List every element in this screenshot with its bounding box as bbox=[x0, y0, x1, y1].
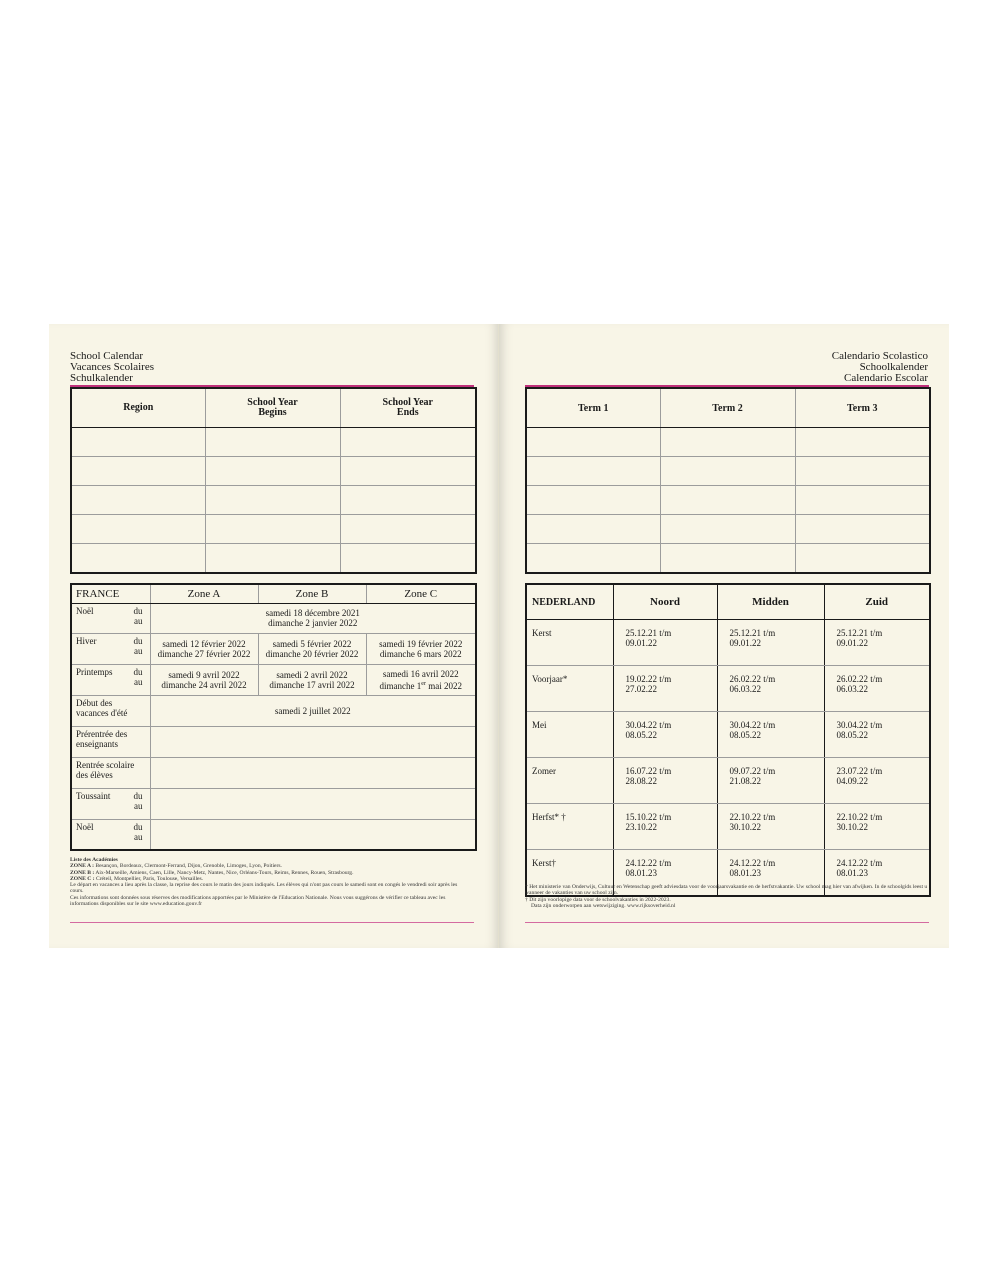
france-table bbox=[70, 583, 477, 851]
nederland-notes: * Het ministerie van Onderwijs, Cultuur en Wetenschap geeft adviesdata voor de voorjaarsvakantie en de herfstvakantie. Uw school mag hier van afwijken. In de schoolgids leest u wanneer de vakanties van uw school zijn. † Dit zijn voorlopige data voor de schoolvakanties in 2022-2023. Data zijn onderworpen aan wetswijziging. www.rijksoverheid.nl bbox=[525, 884, 928, 909]
france-title: FRANCE bbox=[71, 584, 150, 603]
row-toussaint: Toussaint du au bbox=[71, 788, 476, 819]
row-herfst: Herfst* † 15.10.22 t/m 23.10.22 22.10.22 t/m 30.10.22 22.10.22 t/m 30.10.22 bbox=[526, 804, 930, 850]
blank-row bbox=[526, 515, 930, 544]
left-page bbox=[49, 324, 499, 948]
blank-row bbox=[526, 486, 930, 515]
col-region: Region bbox=[71, 388, 205, 428]
header-line: Calendario Scolastico bbox=[831, 350, 928, 362]
header-line: Calendario Escolar bbox=[844, 372, 928, 384]
nederland-table bbox=[525, 583, 931, 897]
row-hiver: Hiver du au samedi 12 février 2022 dimanche 27 février 2022 samedi 5 février 2022 dimanche 20 février 2022 samedi 19 février 2022 dimanche 6 mars 2022 bbox=[71, 633, 476, 664]
blank-row bbox=[526, 428, 930, 457]
left-header bbox=[70, 351, 154, 384]
zone-b-header: Zone B bbox=[258, 584, 366, 603]
blank-row bbox=[526, 544, 930, 574]
row-rentree: Rentrée scolaire des élèves bbox=[71, 757, 476, 788]
col-midden: Midden bbox=[717, 584, 824, 620]
header-line: Schulkalender bbox=[70, 372, 133, 384]
col-zuid: Zuid bbox=[824, 584, 930, 620]
col-term-2: Term 2 bbox=[660, 388, 795, 428]
row-noel-2021: Noël du au samedi 18 décembre 2021 dimanche 2 janvier 2022 bbox=[71, 603, 476, 633]
row-zomer: Zomer 16.07.22 t/m 28.08.22 09.07.22 t/m 21.08.22 23.07.22 t/m 04.09.22 bbox=[526, 758, 930, 804]
academies-notes: Liste des Académies ZONE A : Besançon, Bordeaux, Clermont-Ferrand, Dijon, Grenoble, Limoges, Lyon, Poitiers. ZONE B : Aix-Marseille, Amiens, Caen, Lille, Nancy-Metz, Nantes, Nice, Orléans-Tours, Reims, Rennes, Rouen, Strasbourg. ZONE C : Créteil, Montpellier, Paris, Toulouse, Versailles. Le départ en vacances a lieu après la classe, la reprise des cours le matin des jours indiqués. Les élèves qui n'ont pas cours le samedi sont en congés le vendredi soir après les cours. Ces informations sont données sous réserves des modifications apportées par le Ministère de l'Education Nationale. Nous vous suggérons de vérifier ce tableau avec les informations disponibles sur le site www.education.gouv.fr bbox=[70, 857, 458, 908]
blank-row bbox=[71, 486, 476, 515]
zone-c-header: Zone C bbox=[366, 584, 476, 603]
header-line: School Calendar bbox=[70, 350, 144, 362]
col-year-begins: School Year Begins bbox=[205, 388, 340, 428]
blank-row bbox=[526, 457, 930, 486]
col-term-3: Term 3 bbox=[795, 388, 930, 428]
row-kerst-2021: Kerst 25.12.21 t/m 09.01.22 25.12.21 t/m 09.01.22 25.12.21 t/m 09.01.22 bbox=[526, 620, 930, 666]
row-ete: Début des vacances d'été samedi 2 juillet 2022 bbox=[71, 695, 476, 726]
right-page bbox=[499, 324, 949, 948]
blank-row bbox=[71, 457, 476, 486]
header-line: Schoolkalender bbox=[859, 361, 928, 373]
nederland-title: NEDERLAND bbox=[526, 584, 613, 620]
row-kerst-2022: Kerst† 24.12.22 t/m 08.01.23 24.12.22 t/m 08.01.23 24.12.22 t/m 08.01.23 bbox=[526, 850, 930, 897]
row-printemps: Printemps du au samedi 9 avril 2022 dimanche 24 avril 2022 samedi 2 avril 2022 dimanche 17 avril 2022 samedi 16 avril 2022 dimanche 1er mai 2022 bbox=[71, 664, 476, 695]
row-noel-2022: Noël du au bbox=[71, 819, 476, 850]
col-year-ends: School Year Ends bbox=[340, 388, 476, 428]
blank-row bbox=[71, 544, 476, 574]
header-line: Vacances Scolaires bbox=[70, 361, 154, 373]
footer-rule bbox=[70, 922, 474, 923]
col-noord: Noord bbox=[613, 584, 717, 620]
terms-table bbox=[525, 387, 931, 574]
school-year-table bbox=[70, 387, 477, 574]
zone-a-header: Zone A bbox=[150, 584, 258, 603]
row-mei: Mei 30.04.22 t/m 08.05.22 30.04.22 t/m 08.05.22 30.04.22 t/m 08.05.22 bbox=[526, 712, 930, 758]
row-prerentree: Prérentrée des enseignants bbox=[71, 726, 476, 757]
footer-rule bbox=[525, 922, 929, 923]
col-term-1: Term 1 bbox=[526, 388, 660, 428]
blank-row bbox=[71, 428, 476, 457]
right-header bbox=[832, 351, 928, 384]
blank-row bbox=[71, 515, 476, 544]
row-voorjaar: Voorjaar* 19.02.22 t/m 27.02.22 26.02.22 t/m 06.03.22 26.02.22 t/m 06.03.22 bbox=[526, 666, 930, 712]
